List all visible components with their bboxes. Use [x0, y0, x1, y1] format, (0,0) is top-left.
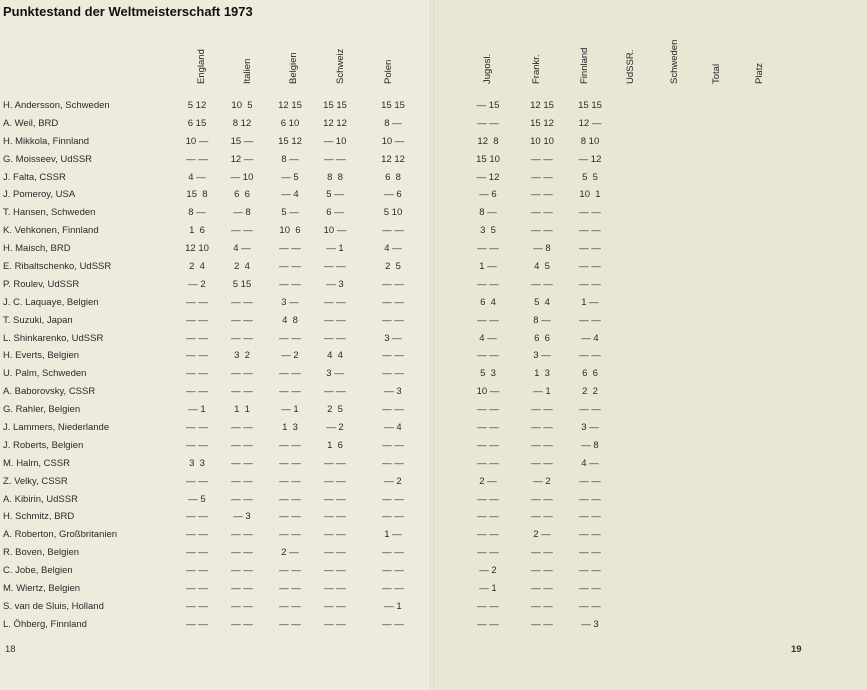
score-cell: — —: [186, 422, 208, 434]
score-cell: 2 5: [385, 261, 401, 273]
score-cell: — —: [579, 547, 601, 559]
score-cell: 6 15: [187, 117, 207, 129]
score-cell: — —: [279, 583, 301, 595]
score-cell: — —: [477, 243, 499, 255]
score-cell: — 1: [281, 404, 299, 416]
score-cell: — —: [382, 583, 404, 595]
score-cell: — —: [279, 457, 301, 469]
score-cell: — 2: [479, 565, 497, 577]
score-cell: — —: [231, 368, 253, 380]
score-cell: — —: [579, 565, 601, 577]
score-cell: 15 8: [186, 189, 208, 201]
score-column-schweiz: [315, 97, 355, 634]
score-cell: — —: [382, 618, 404, 630]
score-cell: — —: [579, 261, 601, 273]
player-name: S. van de Sluis, Holland: [3, 600, 104, 612]
score-cell: — —: [324, 475, 346, 487]
score-cell: — —: [477, 529, 499, 541]
player-name: G. Rahler, Belgien: [3, 404, 81, 416]
player-name: J. Lammers, Niederlande: [3, 422, 110, 434]
score-cell: — —: [186, 153, 208, 165]
score-cell: — —: [382, 439, 404, 451]
column-header-finnland: Finnland: [579, 47, 590, 84]
score-cell: — —: [231, 547, 253, 559]
score-cell: — —: [531, 207, 553, 219]
score-cell: — —: [279, 368, 301, 380]
score-cell: — —: [531, 565, 553, 577]
score-cell: 12 12: [381, 153, 405, 165]
score-cell: 6 6: [534, 332, 550, 344]
score-cell: — —: [186, 296, 208, 308]
score-cell: — —: [579, 314, 601, 326]
player-name: A. Weil, BRD: [3, 117, 59, 129]
score-cell: — —: [231, 386, 253, 398]
score-cell: 5 15: [232, 278, 252, 290]
score-cell: — —: [279, 565, 301, 577]
score-cell: — —: [382, 493, 404, 505]
score-cell: — —: [579, 583, 601, 595]
score-cell: — —: [231, 296, 253, 308]
score-cell: — —: [531, 225, 553, 237]
score-cell: — —: [279, 243, 301, 255]
score-cell: — —: [279, 439, 301, 451]
player-name: T. Hansen, Schweden: [3, 207, 96, 219]
score-cell: — 2: [188, 278, 206, 290]
score-cell: — —: [324, 153, 346, 165]
player-name: A. Roberton, Großbritanien: [3, 529, 118, 541]
score-cell: — 8: [533, 243, 551, 255]
column-header-total: Total: [711, 63, 722, 84]
player-name: E. Ribaltschenko, UdSSR: [3, 261, 112, 273]
score-cell: 10 —: [476, 386, 500, 398]
score-cell: — 2: [281, 350, 299, 362]
score-cell: 15 10: [476, 153, 500, 165]
score-cell: — —: [477, 404, 499, 416]
score-cell: — —: [279, 618, 301, 630]
score-cell: 10 —: [185, 135, 209, 147]
column-header-jugosl: Jugosl.: [482, 53, 493, 84]
score-cell: — —: [186, 600, 208, 612]
player-name: L. Öhberg, Finnland: [3, 618, 87, 630]
score-cell: — 1: [479, 583, 497, 595]
player-name: A. Baborovsky, CSSR: [3, 386, 96, 398]
score-cell: 1 —: [581, 296, 599, 308]
score-cell: — —: [477, 493, 499, 505]
score-cell: — —: [382, 565, 404, 577]
score-cell: — 3: [581, 618, 599, 630]
score-cell: — 4: [581, 332, 599, 344]
score-cell: 2 —: [281, 547, 299, 559]
score-cell: 1 —: [384, 529, 402, 541]
score-cell: 8 12: [232, 117, 252, 129]
score-cell: 1 —: [479, 261, 497, 273]
score-cell: — —: [279, 511, 301, 523]
score-cell: — —: [579, 493, 601, 505]
player-name: J. C. Laquaye, Belgien: [3, 296, 99, 308]
score-cell: — —: [382, 368, 404, 380]
score-cell: 10 6: [279, 225, 301, 237]
score-cell: — —: [279, 386, 301, 398]
score-cell: — —: [477, 511, 499, 523]
player-name: H. Mikkola, Finnland: [3, 135, 90, 147]
score-cell: — —: [186, 618, 208, 630]
player-name: H. Schmitz, BRD: [3, 511, 75, 523]
page-fold: [430, 0, 434, 690]
score-cell: 8 —: [384, 117, 402, 129]
score-cell: 1 6: [327, 439, 343, 451]
score-cell: — —: [231, 314, 253, 326]
score-column-jugosl: [468, 97, 508, 634]
score-cell: — —: [579, 350, 601, 362]
score-cell: — —: [186, 547, 208, 559]
score-cell: 10 1: [579, 189, 601, 201]
score-cell: — —: [531, 189, 553, 201]
score-cell: — —: [186, 368, 208, 380]
score-cell: — —: [324, 314, 346, 326]
score-cell: — —: [324, 296, 346, 308]
score-cell: — 5: [281, 171, 299, 183]
score-cell: — 12: [476, 171, 500, 183]
score-cell: 12 —: [230, 153, 254, 165]
player-name: J. Pomeroy, USA: [3, 189, 76, 201]
score-cell: — 8: [581, 439, 599, 451]
score-cell: — —: [579, 243, 601, 255]
score-cell: — 4: [281, 189, 299, 201]
score-cell: — —: [579, 207, 601, 219]
score-cell: — —: [186, 350, 208, 362]
score-cell: — —: [231, 225, 253, 237]
score-cell: 4 —: [188, 171, 206, 183]
score-column-england: [177, 97, 217, 634]
score-cell: — —: [186, 314, 208, 326]
score-cell: — —: [579, 600, 601, 612]
score-cell: — 10: [323, 135, 347, 147]
score-column-polen: [373, 97, 413, 634]
score-cell: — —: [279, 529, 301, 541]
score-cell: 4 —: [581, 457, 599, 469]
score-cell: 10 —: [323, 225, 347, 237]
score-cell: — —: [531, 493, 553, 505]
score-cell: — —: [382, 511, 404, 523]
score-cell: 5 —: [281, 207, 299, 219]
score-cell: 2 4: [189, 261, 205, 273]
score-cell: — —: [382, 225, 404, 237]
score-cell: — —: [531, 583, 553, 595]
score-cell: 8 10: [580, 135, 600, 147]
score-cell: — —: [531, 511, 553, 523]
player-name: H. Andersson, Schweden: [3, 100, 110, 111]
score-cell: — —: [324, 386, 346, 398]
score-cell: 4 —: [384, 243, 402, 255]
score-cell: — —: [324, 600, 346, 612]
score-cell: 5 12: [187, 100, 207, 111]
score-cell: 10 —: [381, 135, 405, 147]
score-cell: — —: [231, 439, 253, 451]
score-cell: — —: [477, 314, 499, 326]
score-cell: 8 —: [533, 314, 551, 326]
score-cell: — —: [324, 457, 346, 469]
score-cell: — —: [324, 261, 346, 273]
score-cell: 15 15: [578, 100, 602, 111]
score-cell: — —: [231, 493, 253, 505]
score-cell: — 2: [533, 475, 551, 487]
score-cell: — —: [231, 600, 253, 612]
score-cell: 2 —: [479, 475, 497, 487]
score-cell: — —: [186, 511, 208, 523]
score-cell: 15 12: [278, 135, 302, 147]
score-cell: 4 8: [282, 314, 298, 326]
column-header-schweiz: Schweiz: [335, 48, 346, 84]
score-cell: — —: [531, 171, 553, 183]
score-cell: — 1: [326, 243, 344, 255]
score-cell: — 3: [326, 278, 344, 290]
score-cell: — 15: [476, 100, 500, 111]
player-name: C. Jobe, Belgien: [3, 565, 73, 577]
column-header-italien: Italien: [242, 58, 253, 84]
score-cell: 6 6: [234, 189, 250, 201]
score-cell: — 3: [384, 386, 402, 398]
score-cell: 2 —: [533, 529, 551, 541]
score-cell: 5 4: [534, 296, 550, 308]
score-cell: — 10: [230, 171, 254, 183]
column-header-belgien: Belgien: [288, 52, 299, 84]
score-cell: — —: [531, 153, 553, 165]
score-cell: — —: [279, 493, 301, 505]
score-cell: 12 8: [477, 135, 499, 147]
score-cell: — —: [231, 475, 253, 487]
score-cell: 3 2: [234, 350, 250, 362]
player-name: K. Vehkonen, Finnland: [3, 225, 99, 237]
score-cell: — —: [186, 386, 208, 398]
score-cell: — —: [477, 278, 499, 290]
score-cell: — 2: [384, 475, 402, 487]
score-cell: 3 —: [581, 422, 599, 434]
score-cell: — —: [231, 422, 253, 434]
score-column-frankr: [522, 97, 562, 634]
score-cell: 8 —: [281, 153, 299, 165]
score-cell: — —: [279, 475, 301, 487]
score-cell: 12 —: [578, 117, 602, 129]
score-cell: 1 6: [189, 225, 205, 237]
score-cell: 6 10: [280, 117, 300, 129]
score-cell: 3 —: [533, 350, 551, 362]
score-cell: 5 3: [480, 368, 496, 380]
score-cell: — —: [579, 278, 601, 290]
score-cell: — —: [579, 511, 601, 523]
player-list: [3, 97, 117, 634]
score-cell: — —: [231, 583, 253, 595]
score-cell: — —: [324, 618, 346, 630]
score-cell: — —: [324, 547, 346, 559]
score-cell: — —: [382, 314, 404, 326]
page-number-left: 18: [5, 644, 16, 655]
player-name: R. Boven, Belgien: [3, 547, 80, 559]
column-header-udssr: UdSSR.: [625, 49, 636, 84]
player-name: G. Moisseev, UdSSR: [3, 153, 93, 165]
score-column-belgien: [270, 97, 310, 634]
score-cell: 6 6: [582, 368, 598, 380]
score-cell: 3 —: [281, 296, 299, 308]
score-cell: — 6: [479, 189, 497, 201]
score-cell: — —: [477, 457, 499, 469]
score-cell: — —: [531, 600, 553, 612]
score-cell: — —: [382, 296, 404, 308]
score-cell: 12 15: [530, 100, 554, 111]
score-cell: — —: [531, 618, 553, 630]
score-cell: 4 —: [479, 332, 497, 344]
score-cell: — —: [531, 457, 553, 469]
score-cell: — —: [231, 618, 253, 630]
score-cell: — —: [477, 439, 499, 451]
score-cell: — —: [186, 439, 208, 451]
score-cell: — —: [382, 278, 404, 290]
score-cell: — —: [231, 565, 253, 577]
score-cell: — —: [382, 457, 404, 469]
score-cell: — —: [531, 278, 553, 290]
score-cell: — 2: [326, 422, 344, 434]
score-cell: — —: [279, 261, 301, 273]
player-name: T. Suzuki, Japan: [3, 314, 73, 326]
score-cell: 3 5: [480, 225, 496, 237]
player-name: M. Wiertz, Belgien: [3, 583, 81, 595]
score-cell: 10 10: [530, 135, 554, 147]
score-cell: — —: [324, 493, 346, 505]
score-cell: — —: [579, 475, 601, 487]
score-cell: 4 5: [534, 261, 550, 273]
column-header-platz: Platz: [754, 62, 765, 84]
score-cell: — —: [324, 565, 346, 577]
score-cell: 1 1: [234, 404, 250, 416]
score-cell: — —: [279, 600, 301, 612]
score-cell: — —: [382, 547, 404, 559]
player-name: J. Roberts, Belgien: [3, 439, 84, 451]
score-cell: 6 —: [326, 207, 344, 219]
score-cell: — —: [186, 583, 208, 595]
score-cell: 8 —: [479, 207, 497, 219]
score-cell: 12 12: [323, 117, 347, 129]
score-cell: — —: [477, 547, 499, 559]
score-cell: — —: [531, 547, 553, 559]
score-cell: — 5: [188, 493, 206, 505]
score-cell: — —: [231, 332, 253, 344]
score-cell: — 12: [578, 153, 602, 165]
score-cell: — 6: [384, 189, 402, 201]
score-cell: — 4: [384, 422, 402, 434]
player-name: J. Falta, CSSR: [3, 171, 66, 183]
player-name: L. Shinkarenko, UdSSR: [3, 332, 104, 344]
page-number-right: 19: [791, 644, 802, 655]
score-cell: — —: [324, 529, 346, 541]
score-cell: — —: [579, 404, 601, 416]
score-cell: 1 3: [282, 422, 298, 434]
score-cell: — —: [324, 511, 346, 523]
score-cell: 15 12: [530, 117, 554, 129]
page-title: Punktestand der Weltmeisterschaft 1973: [3, 4, 253, 19]
column-header-frankr: Frankr.: [531, 54, 542, 84]
player-name: A. Kibirin, UdSSR: [3, 493, 78, 505]
score-cell: 5 —: [326, 189, 344, 201]
column-header-polen: Polen: [383, 59, 394, 84]
score-cell: 5 10: [383, 207, 403, 219]
score-cell: 3 —: [384, 332, 402, 344]
score-cell: — —: [186, 475, 208, 487]
score-cell: — —: [531, 404, 553, 416]
score-cell: — —: [477, 600, 499, 612]
score-cell: — —: [186, 332, 208, 344]
score-cell: — —: [324, 583, 346, 595]
player-name: H. Maisch, BRD: [3, 243, 71, 255]
score-cell: — —: [477, 117, 499, 129]
score-cell: — 1: [384, 600, 402, 612]
player-name: U. Palm, Schweden: [3, 368, 87, 380]
score-cell: 2 4: [234, 261, 250, 273]
score-cell: — —: [531, 422, 553, 434]
player-name: H. Everts, Belgien: [3, 350, 80, 362]
score-cell: 12 15: [278, 100, 302, 111]
score-cell: 8 —: [188, 207, 206, 219]
score-column-italien: [222, 97, 262, 634]
score-cell: 1 3: [534, 368, 550, 380]
score-cell: 6 8: [385, 171, 401, 183]
score-cell: 5 5: [582, 171, 598, 183]
score-cell: — —: [531, 439, 553, 451]
score-cell: — —: [324, 332, 346, 344]
score-cell: — —: [579, 225, 601, 237]
score-cell: 4 —: [233, 243, 251, 255]
score-cell: — —: [231, 457, 253, 469]
score-cell: — 8: [233, 207, 251, 219]
score-cell: 4 4: [327, 350, 343, 362]
score-cell: — —: [477, 350, 499, 362]
score-cell: — 1: [533, 386, 551, 398]
player-name: Z. Velky, CSSR: [3, 475, 68, 487]
score-cell: 3 3: [189, 457, 205, 469]
score-cell: 8 8: [327, 171, 343, 183]
column-header-england: England: [196, 49, 207, 84]
score-cell: — —: [477, 422, 499, 434]
score-cell: — —: [186, 565, 208, 577]
score-cell: — —: [279, 332, 301, 344]
player-name: M. Halm, CSSR: [3, 457, 71, 469]
score-cell: 10 5: [231, 100, 253, 111]
score-cell: — —: [231, 529, 253, 541]
score-cell: 2 2: [582, 386, 598, 398]
score-cell: — —: [279, 278, 301, 290]
score-cell: 12 10: [185, 243, 209, 255]
score-cell: — 1: [188, 404, 206, 416]
score-cell: 15 15: [323, 100, 347, 111]
column-header-schweden: Schweden: [669, 39, 680, 84]
score-cell: 3 —: [326, 368, 344, 380]
score-cell: — —: [579, 529, 601, 541]
score-cell: — —: [382, 404, 404, 416]
score-cell: — 3: [233, 511, 251, 523]
score-cell: 15 15: [381, 100, 405, 111]
score-cell: 2 5: [327, 404, 343, 416]
score-cell: 15 —: [230, 135, 254, 147]
score-cell: — —: [382, 350, 404, 362]
score-cell: — —: [477, 618, 499, 630]
player-name: P. Roulev, UdSSR: [3, 278, 80, 290]
score-cell: — —: [186, 529, 208, 541]
score-column-finnland: [570, 97, 610, 634]
score-cell: 6 4: [480, 296, 496, 308]
